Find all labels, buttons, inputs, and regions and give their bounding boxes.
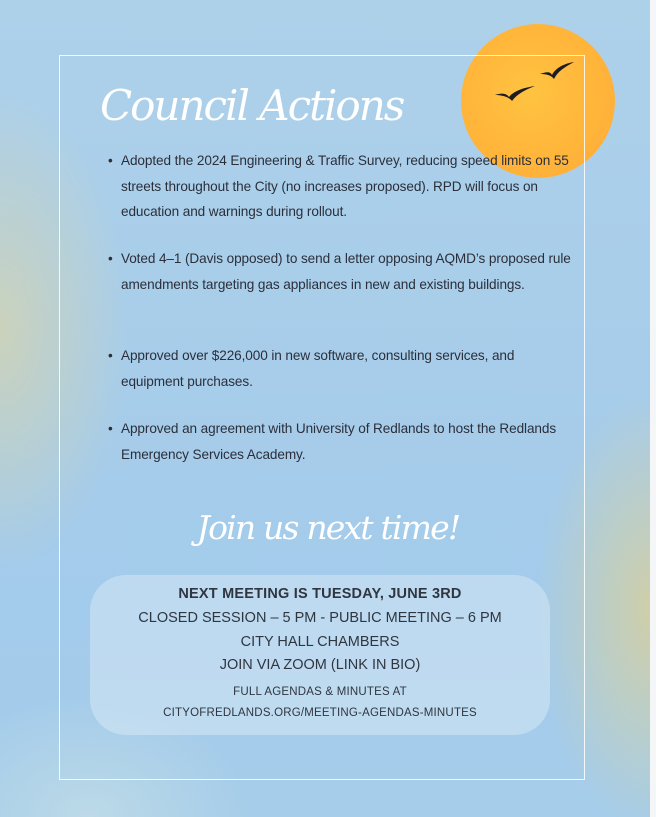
next-meeting-heading: NEXT MEETING IS TUESDAY, JUNE 3RD	[178, 586, 462, 602]
meeting-times: CLOSED SESSION – 5 PM - PUBLIC MEETING – 6 PM	[138, 610, 502, 626]
list-item: • Approved over $226,000 in new software, consulting services, and equipment purchases.	[108, 343, 576, 394]
edge-strip	[650, 0, 656, 817]
join-heading: Join us next time!	[196, 508, 460, 547]
list-item: • Adopted the 2024 Engineering & Traffic Survey, reducing speed limits on 55 streets throughout the City (no increases proposed). RPD will focus on education and warnings during rollout.	[108, 148, 576, 225]
agendas-url: CITYOFREDLANDS.ORG/MEETING-AGENDAS-MINUTES	[163, 707, 477, 719]
meeting-location: CITY HALL CHAMBERS	[240, 634, 400, 650]
list-item: • Voted 4–1 (Davis opposed) to send a letter opposing AQMD’s proposed rule amendments targeting gas appliances in new and existing buildings.	[108, 246, 576, 297]
zoom-info: JOIN VIA ZOOM (LINK IN BIO)	[219, 657, 421, 673]
list-item: • Approved an agreement with University of Redlands to host the Redlands Emergency Services Academy.	[108, 416, 576, 467]
next-meeting-panel	[90, 575, 550, 735]
page-title: Council Actions	[100, 81, 404, 130]
agendas-label: FULL AGENDAS & MINUTES AT	[233, 686, 407, 698]
